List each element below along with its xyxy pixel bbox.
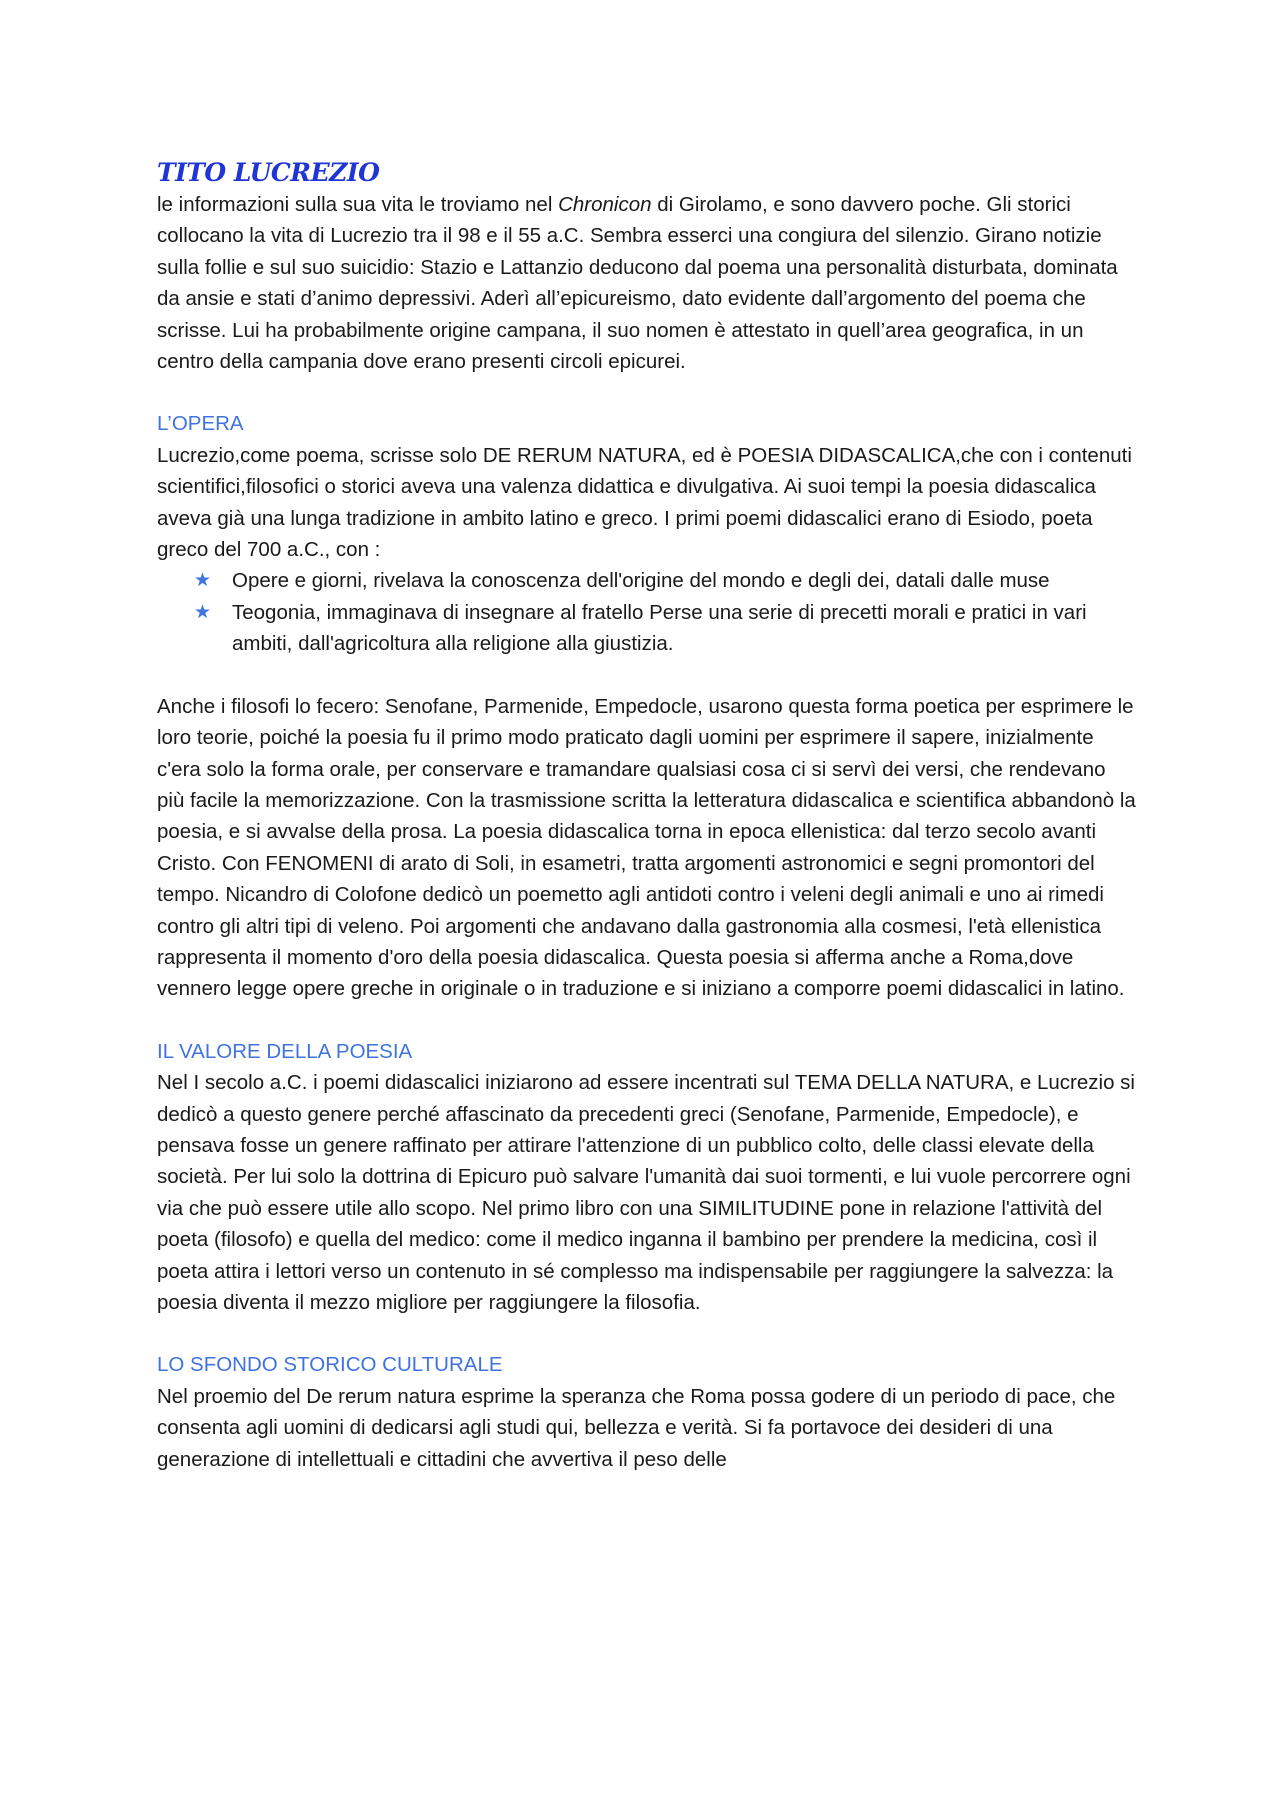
star-icon: ★: [194, 600, 212, 623]
star-icon: ★: [194, 569, 212, 592]
heading-opera: L’OPERA: [157, 412, 244, 436]
intro-italic: Chronicon: [558, 193, 652, 216]
intro-paragraph: [157, 189, 1137, 377]
intro-text-2: di Girolamo, e sono davvero poche. Gli storici collocano la vita di Lucrezio tra il 98 e il 55 a.C. Sembra esserci una congiura del silenzio. Girano notizie sulla follie e sul suo suicidio: Stazio e Lattanzio deducono dal poema una personalità disturbata, dominata da ansie e stati d’animo depressivi. Aderì all’epicureismo, dato evidente dall’argomento del poema che scrisse. Lui ha probabilmente origine campana, il suo nomen è attestato in quell’area geografica, in un centro della campania dove erano presenti circoli epicurei.: [157, 193, 1118, 374]
list-item: [194, 565, 1137, 596]
list-item: [194, 597, 1137, 660]
opera-bullet-list: [157, 565, 1137, 659]
document-title: TITO LUCREZIO: [157, 158, 380, 187]
opera-paragraph-2: Anche i filosofi lo fecero: Senofane, Parmenide, Empedocle, usarono questa forma poetica per esprimere le loro teorie, poiché la poesia fu il primo modo praticato dagli uomini per esprimere il sapere, inizialmente c'era solo la forma orale, per conservare e tramandare qualsiasi cosa ci si servì dei versi, che rendevano più facile la memorizzazione. Con la trasmissione scritta la letteratura didascalica e scientifica abbandonò la poesia, e si avvalse della prosa. La poesia didascalica torna in epoca ellenistica: dal terzo secolo avanti Cristo. Con FENOMENI di arato di Soli, in esametri, tratta argomenti astronomici e segni promontori del tempo. Nicandro di Colofone dedicò un poemetto agli antidoti contro i veleni degli animali e uno ai rimedi contro gli altri tipi di veleno. Poi argomenti che andavano dalla gastronomia alla cosmesi, l'età ellenistica rappresenta il momento d'oro della poesia didascalica. Questa poesia si afferma anche a Roma,dove vennero legge opere greche in originale o in traduzione e si iniziano a comporre poemi didascalici in latino.: [157, 694, 1136, 1001]
valore-paragraph: Nel I secolo a.C. i poemi didascalici iniziarono ad essere incentrati sul TEMA DELLA NATURA, e Lucrezio si dedicò a questo genere perché affascinato da precedenti greci (Senofane, Parmenide, Empedocle), e pensava fosse un genere raffinato per attirare l'attenzione di un pubblico colto, delle classi elevate della società. Per lui solo la dottrina di Epicuro può salvare l'umanità dai suoi tormenti, e lui vuole percorrere ogni via che può essere utile allo scopo. Nel primo libro con una SIMILITUDINE pone in relazione l'attività del poeta (filosofo) e quella del medico: come il medico inganna il bambino per prendere la medicina, così il poeta attira i lettori verso un contenuto in sé complesso ma indispensabile per raggiungere la salvezza: la poesia diventa il mezzo migliore per raggiungere la filosofia.: [157, 1071, 1135, 1314]
list-item-text: Teogonia, immaginava di insegnare al fratello Perse una serie di precetti morali e pratici in vari ambiti, dall'agricoltura alla religione alla giustizia.: [232, 600, 1087, 656]
list-item-text: Opere e giorni, rivelava la conoscenza dell'origine del mondo e degli dei, datali dalle muse: [232, 569, 1050, 593]
heading-valore: IL VALORE DELLA POESIA: [157, 1039, 413, 1063]
document-page: [157, 156, 1137, 1475]
heading-sfondo: LO SFONDO STORICO CULTURALE: [157, 1353, 503, 1377]
opera-paragraph: Lucrezio,come poema, scrisse solo DE RERUM NATURA, ed è POESIA DIDASCALICA,che con i contenuti scientifici,filosofici o storici aveva una valenza didattica e divulgativa. Ai suoi tempi la poesia didascalica aveva già una lunga tradizione in ambito latino e greco. I primi poemi didascalici erano di Esiodo, poeta greco del 700 a.C., con :: [157, 443, 1132, 562]
intro-text-1: le informazioni sulla sua vita le troviamo nel: [157, 193, 559, 216]
paragraph-spacer: [157, 660, 1137, 691]
sfondo-paragraph: Nel proemio del De rerum natura esprime la speranza che Roma possa godere di un periodo di pace, che consenta agli uomini di dedicarsi agli studi qui, bellezza e verità. Si fa portavoce dei desideri di una generazione di intellettuali e cittadini che avvertiva il peso delle: [157, 1384, 1116, 1471]
